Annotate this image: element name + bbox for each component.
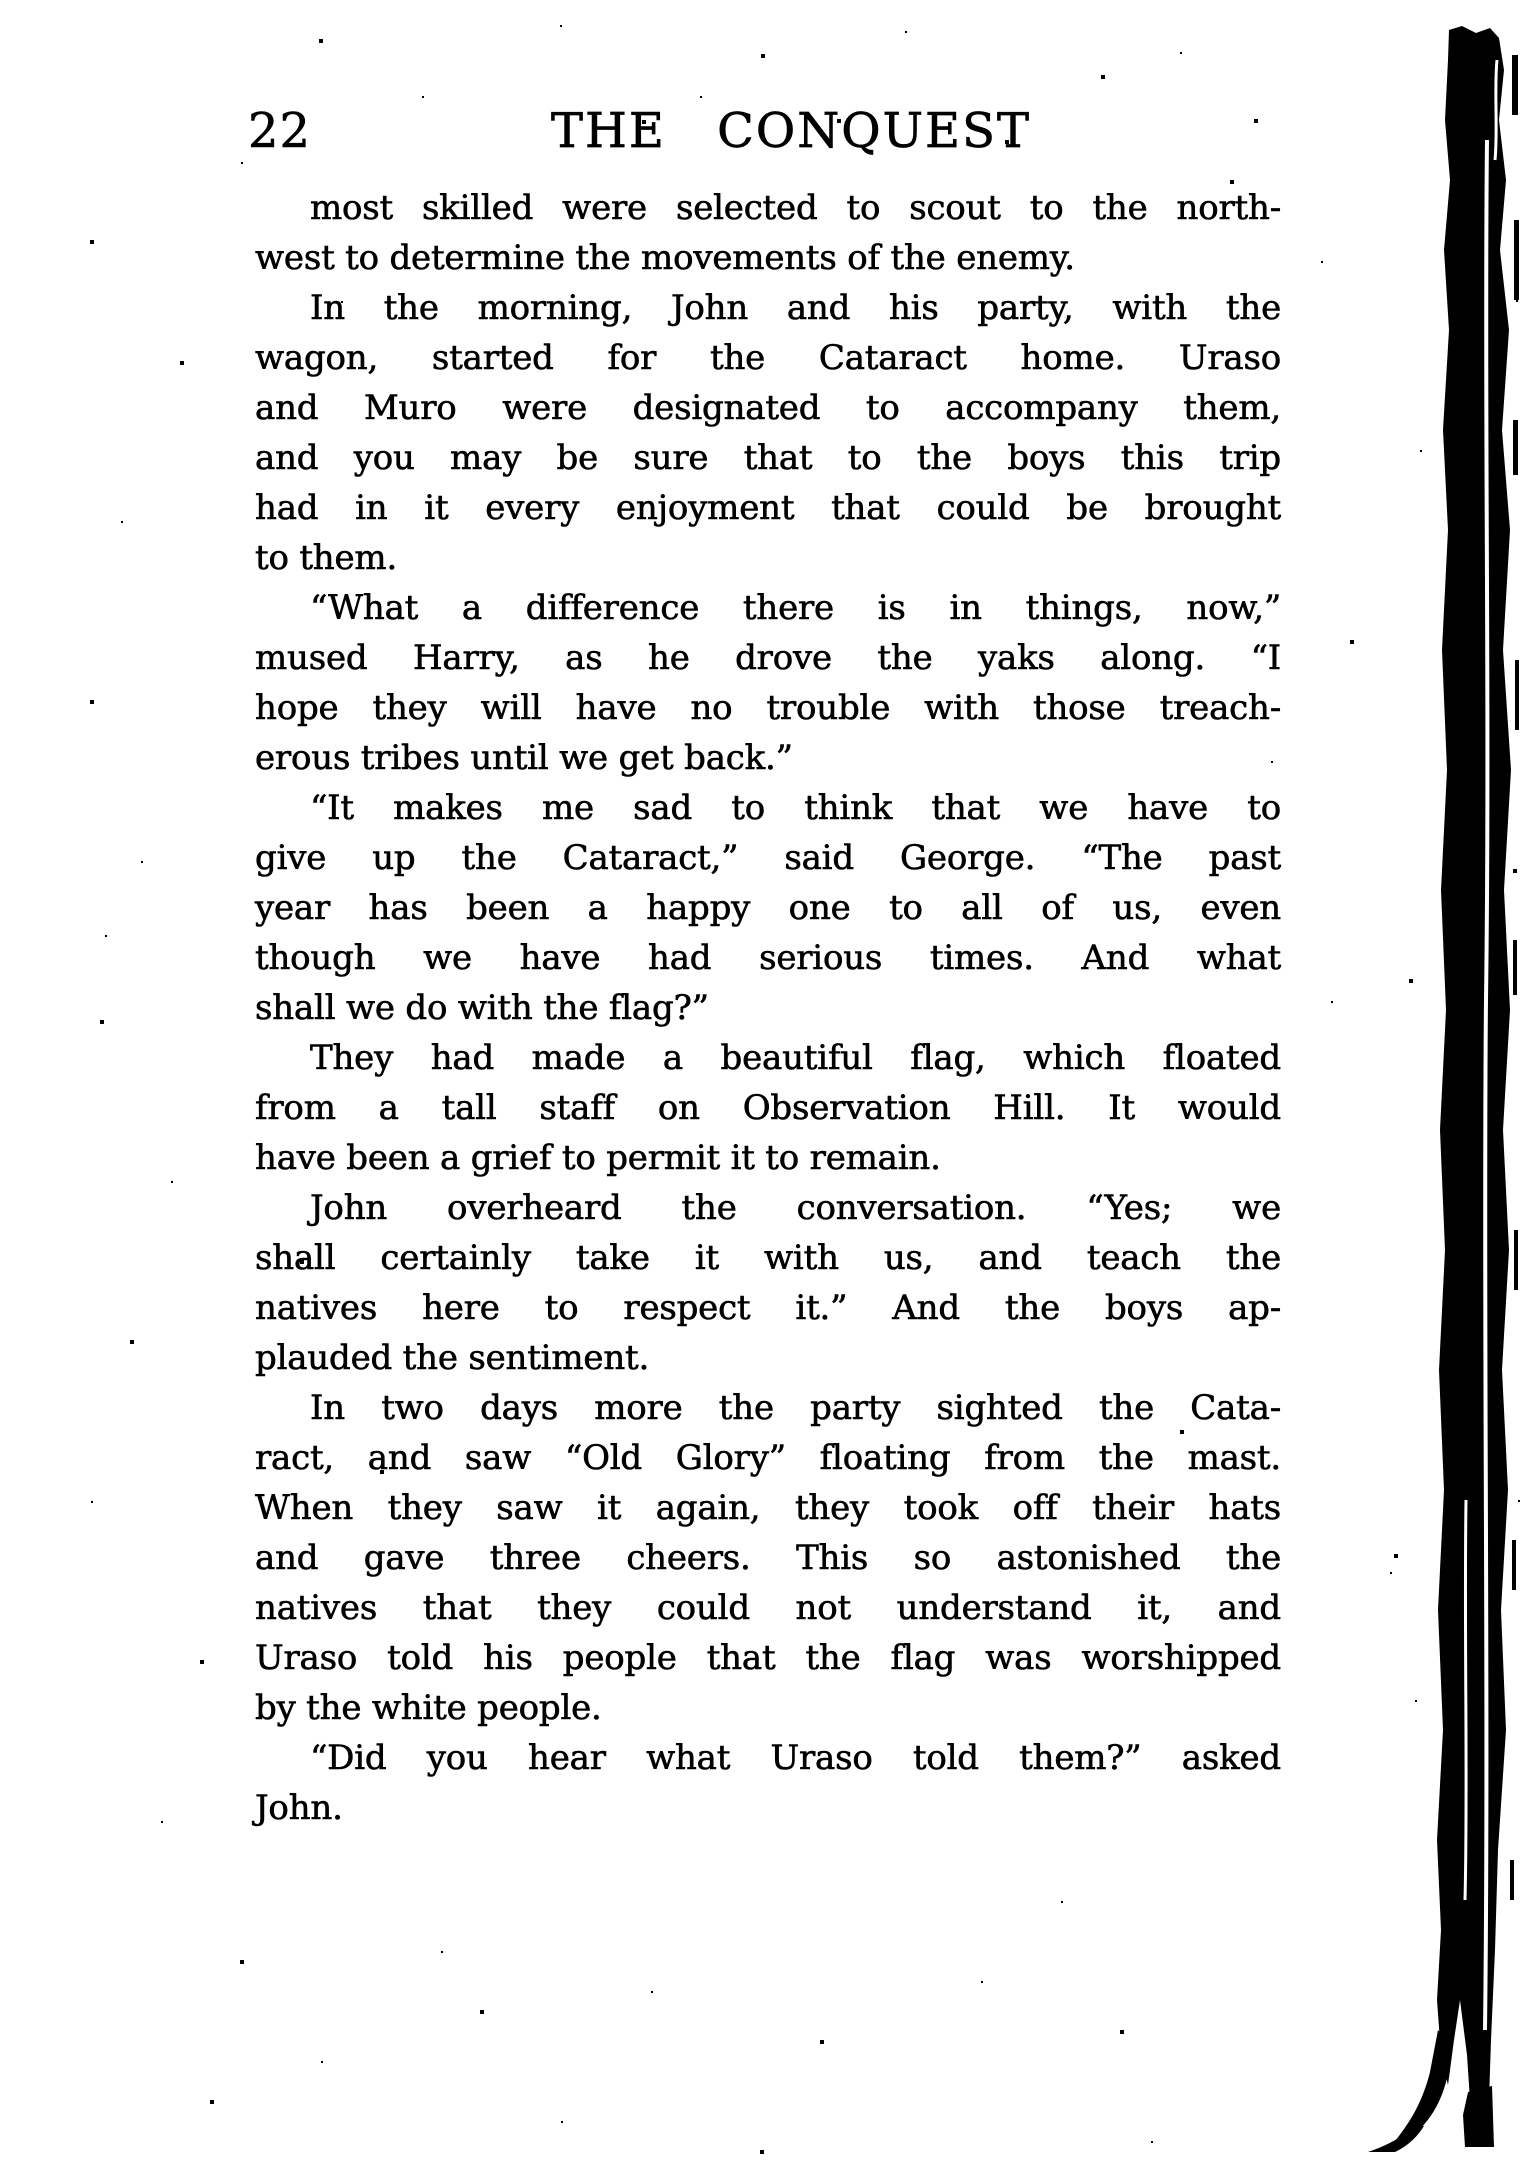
text-line: plauded the sentiment.: [255, 1338, 650, 1378]
text-line: and Muro were designated to accompany them,: [255, 388, 1281, 428]
text-line: Uraso told his people that the flag was worshipped: [255, 1638, 1281, 1678]
text-line: had in it every enjoyment that could be brought: [255, 488, 1281, 528]
text-line: from a tall staff on Observation Hill. It would: [255, 1088, 1281, 1128]
text-line: though we have had serious times. And what: [255, 938, 1281, 978]
text-line: most skilled were selected to scout to the north-: [310, 188, 1281, 228]
text-line: natives that they could not understand it, and: [255, 1588, 1281, 1628]
text-line: and gave three cheers. This so astonished the: [255, 1538, 1281, 1578]
text-line: When they saw it again, they took off their hats: [255, 1488, 1281, 1528]
text-line: wagon, started for the Cataract home. Uraso: [255, 338, 1281, 378]
text-line: “Did you hear what Uraso told them?” asked: [310, 1738, 1281, 1778]
text-line: mused Harry, as he drove the yaks along. “I: [255, 638, 1281, 678]
text-line: In two days more the party sighted the Cata-: [310, 1388, 1281, 1428]
text-line: and you may be sure that to the boys this trip: [255, 438, 1281, 478]
running-title: THE CONQUEST: [551, 103, 1031, 159]
scan-noise-speckles: [0, 0, 2, 2]
text-line: hope they will have no trouble with those treach-: [255, 688, 1281, 728]
text-line: erous tribes until we get back.”: [255, 738, 793, 778]
text-line: John overheard the conversation. “Yes; we: [310, 1188, 1281, 1228]
text-line: shall we do with the flag?”: [255, 988, 709, 1028]
text-line: “What a difference there is in things, now,”: [310, 588, 1281, 628]
text-line: give up the Cataract,” said George. “The past: [255, 838, 1281, 878]
text-line: ract, and saw “Old Glory” floating from the mast.: [255, 1438, 1281, 1478]
text-line: “It makes me sad to think that we have to: [310, 788, 1281, 828]
text-line: have been a grief to permit it to remain.: [255, 1138, 941, 1178]
text-line: shall certainly take it with us, and teach the: [255, 1238, 1281, 1278]
text-line: west to determine the movements of the enemy.: [255, 238, 1075, 278]
text-line: to them.: [255, 538, 398, 578]
text-line: by the white people.: [255, 1688, 602, 1728]
page-number: 22: [248, 103, 312, 159]
text-line: They had made a beautiful flag, which floated: [310, 1038, 1281, 1078]
text-line: In the morning, John and his party, with the: [310, 288, 1281, 328]
text-line: John.: [255, 1788, 343, 1828]
text-line: natives here to respect it.” And the boys ap-: [255, 1288, 1281, 1328]
text-line: year has been a happy one to all of us, even: [255, 888, 1281, 928]
body-text: [255, 183, 1281, 1833]
